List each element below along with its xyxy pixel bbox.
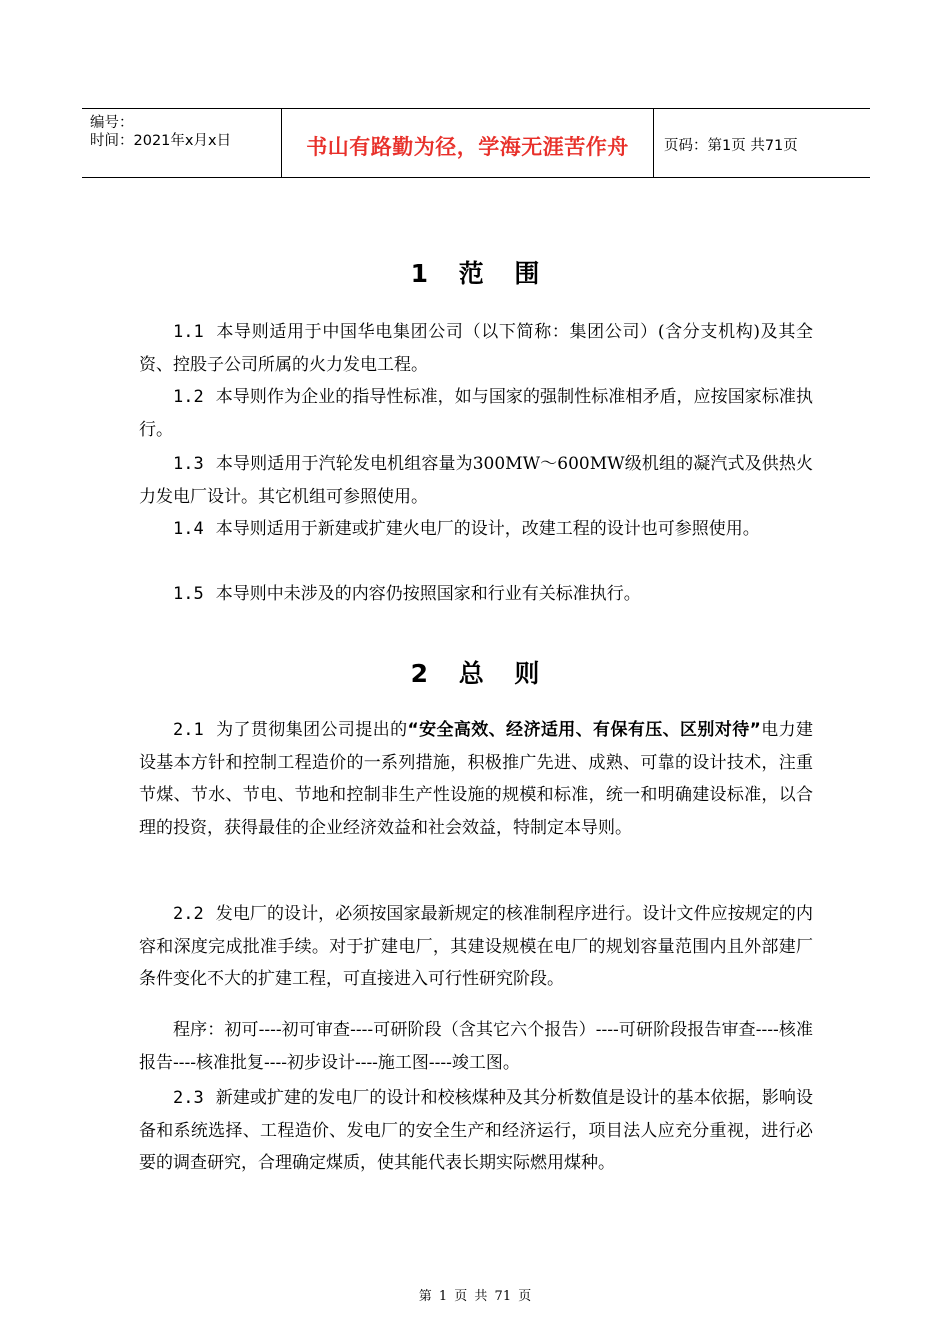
paragraph-number: 2.2 [173, 904, 204, 924]
paragraph-number: 1.5 [173, 584, 204, 604]
paragraph-text: 本导则适用于中国华电集团公司（以下简称：集团公司）(含分支机构)及其全资、控股子公司所属的火力发电工程。 [139, 322, 813, 375]
paragraph-1-1 [139, 316, 813, 381]
paragraph-text: 本导则中未涉及的内容仍按照国家和行业有关标准执行。 [215, 584, 641, 604]
paragraph-2-1 [139, 714, 813, 844]
paragraph-number: 2.1 [173, 720, 204, 740]
paragraph-text: 本导则作为企业的指导性标准，如与国家的强制性标准相矛盾，应按国家标准执行。 [139, 387, 813, 440]
paragraph-text: 本导则适用于汽轮发电机组容量为300MW～600MW级机组的凝汽式及供热火力发电厂设计。其它机组可参照使用。 [139, 454, 813, 507]
paragraph-2-3 [139, 1082, 813, 1180]
serial-label: 编号： [90, 115, 134, 131]
paragraph-number: 1.1 [173, 322, 204, 342]
paragraph-number: 2.3 [173, 1088, 204, 1108]
header-meta [82, 109, 282, 177]
procedure-paragraph: 程序：初可----初可审查----可研阶段（含其它六个报告）----可研阶段报告审查----核准报告----核准批复----初步设计----施工图----竣工图。 [139, 1020, 813, 1073]
paragraph-text-pre: 为了贯彻集团公司提出的 [215, 720, 408, 740]
paragraph-text: 新建或扩建的发电厂的设计和校核煤种及其分析数值是设计的基本依据，影响设备和系统选择、工程造价、发电厂的安全生产和经济运行，项目法人应充分重视，进行必要的调查研究，合理确定煤质，使其能代表长期实际燃用煤种。 [139, 1088, 813, 1173]
header-page-info: 页码：第1页 共71页 [664, 137, 798, 154]
section-1-title: 1 范 围 [410, 259, 540, 288]
document-header [82, 108, 870, 178]
paragraph-text: 本导则适用于新建或扩建火电厂的设计，改建工程的设计也可参照使用。 [215, 519, 760, 539]
paragraph-1-2 [139, 381, 813, 446]
time-label: 时间：2021年x月x日 [90, 133, 232, 149]
paragraph-1-3 [139, 448, 813, 513]
policy-slogan: “安全高效、经济适用、有保有压、区别对待” [407, 720, 761, 740]
header-motto-cell [282, 109, 654, 177]
paragraph-number: 1.2 [173, 387, 204, 407]
page-footer: 第 1 页 共 71 页 [418, 1289, 532, 1304]
paragraph-1-5 [139, 578, 813, 611]
paragraph-2-2 [139, 898, 813, 996]
section-2-title: 2 总 则 [410, 659, 540, 688]
header-motto: 书山有路勤为径，学海无涯苦作舟 [306, 135, 629, 159]
paragraph-text-post: 电力建设基本方针和控制工程造价的一系列措施，积极推广先进、成熟、可靠的设计技术，注重节煤、节水、节电、节地和控制非生产性设施的规模和标准，统一和明确建设标准，以合理的投资，获得最佳的企业经济效益和社会效益，特制定本导则。 [139, 720, 814, 838]
paragraph-text: 发电厂的设计，必须按国家最新规定的核准制程序进行。设计文件应按规定的内容和深度完成批准手续。对于扩建电厂，其建设规模在电厂的规划容量范围内且外部建厂条件变化不大的扩建工程，可直接进入可行性研究阶段。 [139, 904, 813, 989]
paragraph-1-4 [139, 513, 813, 546]
paragraph-number: 1.3 [173, 454, 204, 474]
paragraph-number: 1.4 [173, 519, 204, 539]
